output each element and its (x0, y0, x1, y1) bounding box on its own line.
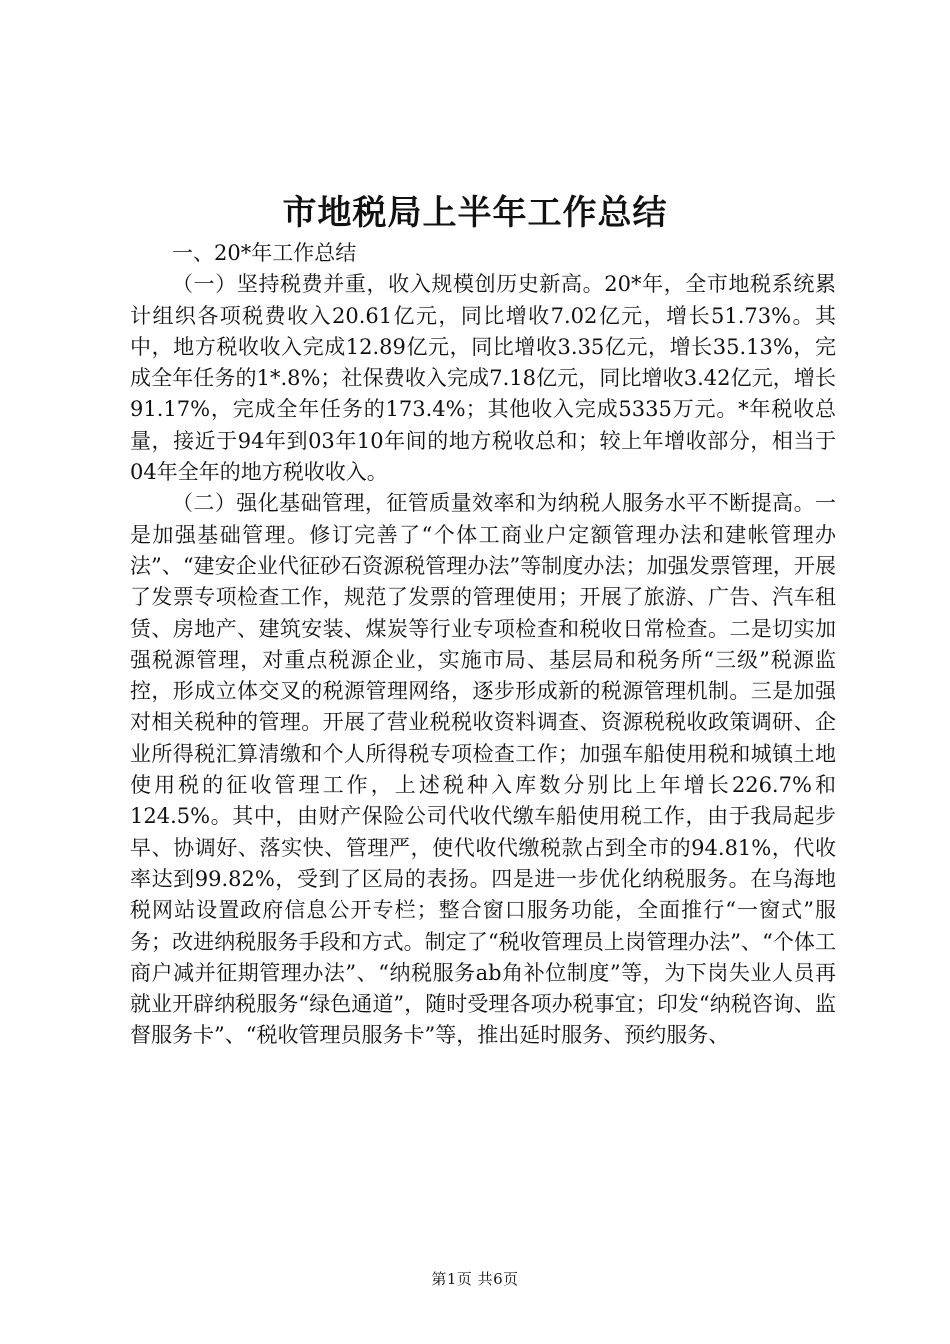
page-footer: 第1页 共6页 (431, 1270, 519, 1288)
document-body (130, 238, 836, 1052)
paragraph-2: （二）强化基础管理，征管质量效率和为纳税人服务水平不断提高。一是加强基础管理。修订完善了“个体工商业户定额管理办法和建帐管理办法”、“建安企业代征砂石资源税管理办法”等制度办法；加强发票管理，开展了发票专项检查工作，规范了发票的管理使用；开展了旅游、广告、汽车租赁、房地产、建筑安装、煤炭等行业专项检查和税收日常检查。二是切实加强税源管理，对重点税源企业，实施市局、基层局和税务所“三级”税源监控，形成立体交叉的税源管理网络，逐步形成新的税源管理机制。三是加强对相关税种的管理。开展了营业税税收资料调查、资源税税收政策调研、企业所得税汇算清缴和个人所得税专项检查工作；加强车船使用税和城镇土地使用税的征收管理工作，上述税种入库数分别比上年增长226.7%和124.5%。其中，由财产保险公司代收代缴车船使用税工作，由于我局起步早、协调好、落实快、管理严，使代收代缴税款占到全市的94.81%，代收率达到99.82%，受到了区局的表扬。四是进一步优化纳税服务。在乌海地税网站设置政府信息公开专栏；整合窗口服务功能，全面推行“一窗式”服务；改进纳税服务手段和方式。制定了“税收管理员上岗管理办法”、“个体工商户减并征期管理办法”、“纳税服务ab角补位制度”等，为下岗失业人员再就业开辟纳税服务“绿色通道”，随时受理各项办税事宜；印发“纳税咨询、监督服务卡”、“税收管理员服务卡”等，推出延时服务、预约服务、 (130, 491, 836, 1048)
paragraph-1: （一）坚持税费并重，收入规模创历史新高。20*年，全市地税系统累计组织各项税费收入20.61亿元，同比增收7.02亿元，增长51.73%。其中，地方税收收入完成12.89亿元，同比增收3.35亿元，增长35.13%，完成全年任务的1*.8%；社保费收入完成7.18亿元，同比增收3.42亿元，增长91.17%，完成全年任务的173.4%；其他收入完成5335万元。*年税收总量，接近于94年到03年10年间的地方税收总和；较上年增收部分，相当于04年全年的地方税收收入。 (130, 272, 836, 485)
document-title: 市地税局上半年工作总结 (282, 193, 668, 233)
section-heading: 一、20*年工作总结 (172, 241, 357, 265)
